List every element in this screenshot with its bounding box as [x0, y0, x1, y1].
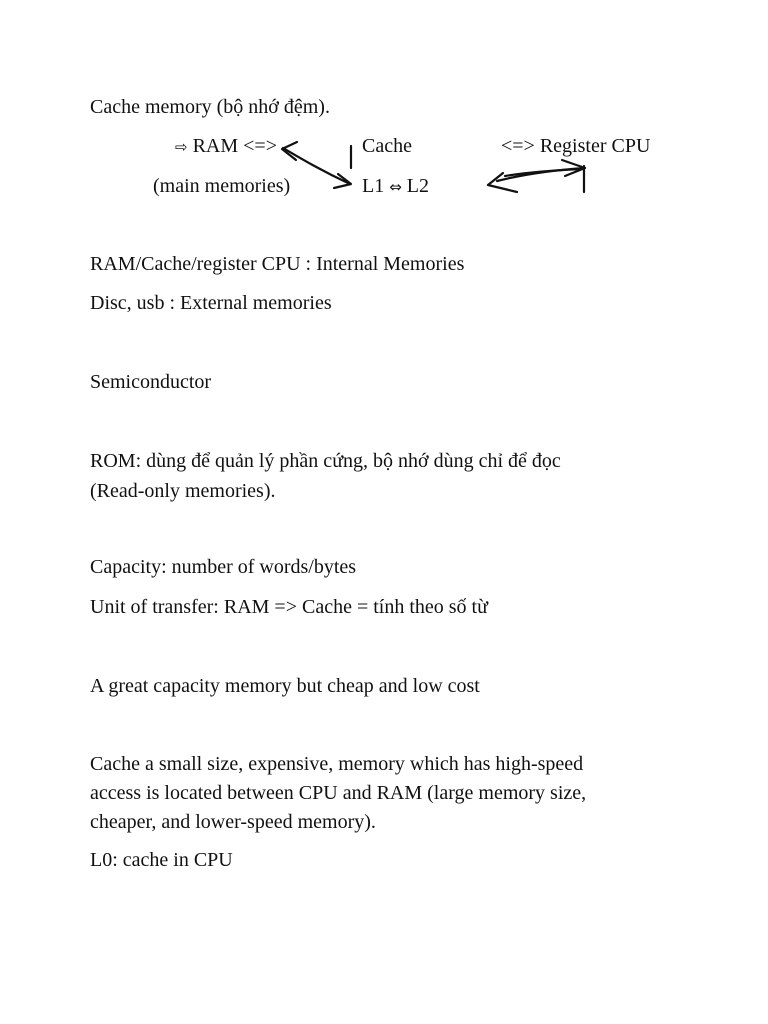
- ram-to-l1-arrow: [283, 148, 350, 184]
- main-memories-label: (main memories): [153, 175, 291, 197]
- l1-label: L1: [362, 175, 385, 197]
- l2-label: L2: [406, 175, 430, 197]
- l1-l2-node: [362, 174, 429, 199]
- semiconductor-line: Semiconductor: [90, 371, 212, 393]
- l2-to-register-arrow: [497, 168, 585, 181]
- internal-memories-line: RAM/Cache/register CPU : Internal Memories: [90, 253, 465, 275]
- unit-transfer-line: Unit of transfer: RAM => Cache = tính theo số từ: [90, 596, 488, 618]
- ram-arrowhead: [282, 142, 297, 160]
- right-arrow-icon: ⇨: [175, 138, 188, 156]
- cache-description-line-2: access is located between CPU and RAM (large memory size,: [90, 782, 587, 804]
- l0-line: L0: cache in CPU: [90, 849, 233, 871]
- page-title: Cache memory (bộ nhớ đệm).: [90, 96, 330, 118]
- cache-label: Cache: [362, 135, 412, 157]
- rom-line-1: ROM: dùng để quản lý phần cứng, bộ nhớ dùng chỉ để đọc: [90, 450, 561, 472]
- register-cpu-label: <=> Register CPU: [501, 135, 651, 157]
- cache-description-line-1: Cache a small size, expensive, memory which has high-speed: [90, 753, 584, 775]
- left-right-arrow-icon: ⇔: [389, 178, 402, 196]
- external-memories-line: Disc, usb : External memories: [90, 292, 332, 314]
- great-capacity-line: A great capacity memory but cheap and low cost: [90, 675, 480, 697]
- ram-label: RAM <=>: [192, 135, 277, 157]
- ram-node: [175, 134, 277, 159]
- capacity-line: Capacity: number of words/bytes: [90, 556, 357, 578]
- rom-line-2: (Read-only memories).: [90, 480, 276, 502]
- cache-description-line-3: cheaper, and lower-speed memory).: [90, 811, 376, 833]
